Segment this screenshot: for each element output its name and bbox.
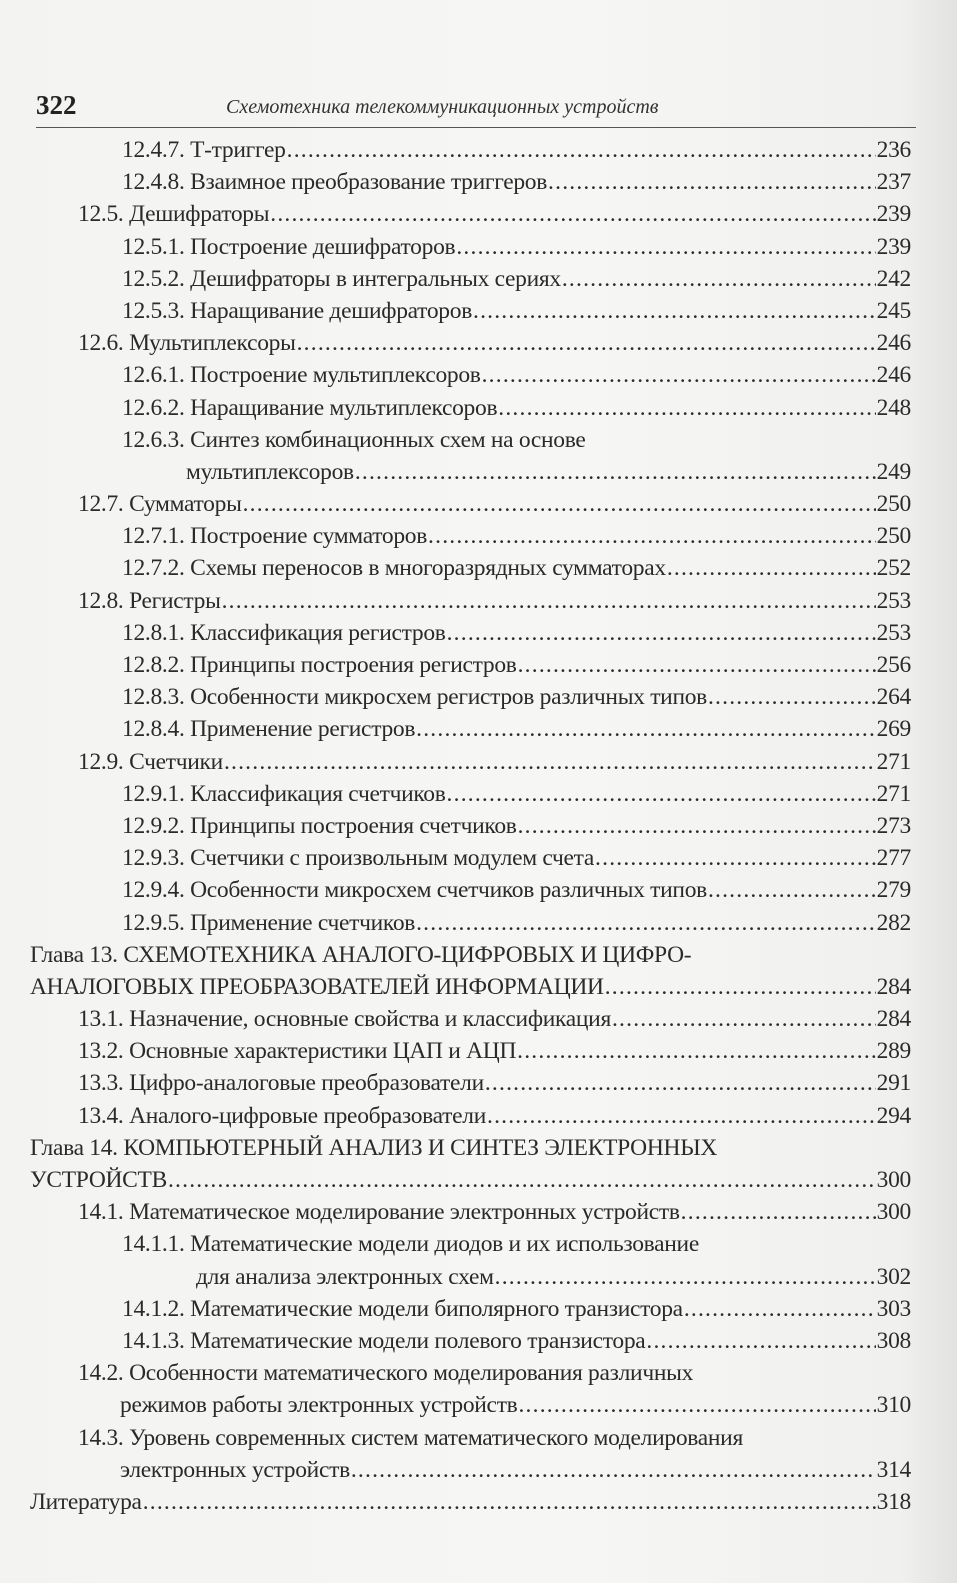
leader-dots xyxy=(498,392,875,424)
leader-dots xyxy=(518,810,876,842)
toc-entry-title-line2: электронных устройств xyxy=(120,1456,350,1483)
toc-entry[interactable] xyxy=(0,907,957,939)
leader-dots xyxy=(708,874,876,906)
toc-entry-title: 12.4.8. Взаимное преобразование триггеров xyxy=(122,169,548,196)
toc-entry-title: 12.7. Сумматоры xyxy=(78,491,242,518)
toc-entry-page: 256 xyxy=(876,652,911,678)
leader-dots xyxy=(224,746,876,778)
toc-entry-title: 12.6.2. Наращивание мультиплексоров xyxy=(122,394,498,421)
toc-entry-page: 249 xyxy=(876,458,911,485)
toc-entry[interactable] xyxy=(0,1228,957,1260)
toc-entry-title: 13.2. Основные характеристики ЦАП и АЦП xyxy=(78,1038,517,1065)
toc-section[interactable] xyxy=(0,198,957,230)
toc-section[interactable] xyxy=(0,1003,957,1035)
leader-dots xyxy=(548,166,876,198)
toc-entry-title: 12.6.1. Построение мультиплексоров xyxy=(122,362,481,389)
running-title: Схемотехника телекоммуникационных устройств xyxy=(226,96,659,118)
leader-dots xyxy=(487,1100,876,1132)
toc-entry-page: 300 xyxy=(876,1199,911,1226)
leader-dots xyxy=(222,585,876,617)
toc-section-continuation[interactable] xyxy=(0,1389,957,1421)
toc-entry-page: 264 xyxy=(876,684,911,711)
leader-dots xyxy=(243,488,876,520)
toc-entry[interactable] xyxy=(0,392,957,424)
toc-section[interactable] xyxy=(0,585,957,617)
toc-section[interactable] xyxy=(0,327,957,359)
toc-entry-page: 277 xyxy=(876,845,911,872)
leader-dots xyxy=(562,263,876,295)
toc-entry-page: 248 xyxy=(876,394,911,421)
toc-entry-title: 12.5.1. Построение дешифраторов xyxy=(122,233,456,260)
leader-dots xyxy=(351,1454,876,1486)
leader-dots xyxy=(684,1293,876,1325)
toc-entry-title-line1: 12.6.3. Синтез комбинационных схем на основе xyxy=(122,426,586,453)
toc-entry-page: 237 xyxy=(876,169,911,196)
toc-entry-title: 12.9.1. Классификация счетчиков xyxy=(122,780,446,807)
leader-dots xyxy=(355,456,876,488)
toc-chapter-title-line2: АНАЛОГОВЫХ ПРЕОБРАЗОВАТЕЛЕЙ ИНФОРМАЦИИ xyxy=(30,973,604,1000)
toc-entry-page: 239 xyxy=(876,201,911,228)
toc-entry[interactable] xyxy=(0,295,957,327)
leader-dots xyxy=(681,1196,876,1228)
leader-dots xyxy=(270,198,875,230)
toc-entry-title-line1: 14.3. Уровень современных систем математического моделирования xyxy=(78,1424,743,1451)
toc-entry-page: 253 xyxy=(876,619,911,646)
toc-entry-page: 284 xyxy=(876,1006,911,1033)
toc-entry-page: 246 xyxy=(876,362,911,389)
toc-entry-page: 271 xyxy=(876,748,911,775)
leader-dots xyxy=(612,1003,876,1035)
toc-entry-title: 12.8.4. Применение регистров xyxy=(122,716,416,743)
toc-entry-title: 12.8. Регистры xyxy=(78,587,221,614)
toc-entry-page: 284 xyxy=(876,973,911,1000)
toc-chapter-continuation[interactable] xyxy=(0,971,957,1003)
toc-entry-page: 245 xyxy=(876,297,911,324)
leader-dots xyxy=(143,1486,876,1518)
toc-section[interactable] xyxy=(0,1422,957,1454)
toc-chapter-continuation[interactable] xyxy=(0,1164,957,1196)
toc-section[interactable] xyxy=(0,1357,957,1389)
leader-dots xyxy=(495,1261,876,1293)
toc-entry-title: 12.6. Мультиплексоры xyxy=(78,330,296,357)
leader-dots xyxy=(287,134,876,166)
toc-entry-title: Литература xyxy=(30,1488,142,1515)
toc-entry-title: 14.1.3. Математические модели полевого транзистора xyxy=(122,1327,646,1354)
toc-entry-page: 239 xyxy=(876,233,911,260)
toc-entry-page: 302 xyxy=(876,1263,911,1290)
toc-entry-page: 279 xyxy=(876,877,911,904)
leader-dots xyxy=(485,1067,876,1099)
toc-entry-page: 291 xyxy=(876,1070,911,1097)
toc-entry[interactable] xyxy=(0,649,957,681)
toc-entry[interactable] xyxy=(0,713,957,745)
toc-entry-title: 12.9.2. Принципы построения счетчиков xyxy=(122,812,517,839)
toc-entry[interactable] xyxy=(0,231,957,263)
toc-entry-title: 12.8.2. Принципы построения регистров xyxy=(122,652,517,678)
leader-dots xyxy=(447,778,876,810)
toc-entry-title: 12.5.2. Дешифраторы в интегральных сериях xyxy=(122,265,561,292)
toc-entry-page: 269 xyxy=(876,716,911,743)
toc-chapter[interactable] xyxy=(0,1486,957,1518)
toc-section[interactable] xyxy=(0,1067,957,1099)
toc-section[interactable] xyxy=(0,746,957,778)
toc-entry[interactable] xyxy=(0,778,957,810)
leader-dots xyxy=(447,617,876,649)
toc-entry-page: 303 xyxy=(876,1295,911,1322)
leader-dots xyxy=(518,649,876,681)
toc-chapter[interactable] xyxy=(0,1132,957,1164)
toc-entry-title: 12.9.3. Счетчики с произвольным модулем счета xyxy=(122,845,595,872)
toc-entry-title: 13.3. Цифро-аналоговые преобразователи xyxy=(78,1070,484,1097)
toc-entry-page: 294 xyxy=(876,1102,911,1129)
toc-entry-page: 318 xyxy=(876,1488,911,1515)
toc-entry-page: 250 xyxy=(876,491,911,518)
header-divider xyxy=(36,127,916,128)
toc-entry-title: 12.5.3. Наращивание дешифраторов xyxy=(122,297,472,324)
toc-entry-title: 12.7.1. Построение сумматоров xyxy=(122,523,428,550)
toc-entry-title: 12.4.7. Т-триггер xyxy=(122,137,286,163)
toc-chapter-title-line1: Глава 14. КОМПЬЮТЕРНЫЙ АНАЛИЗ И СИНТЕЗ ЭЛЕКТРОННЫХ xyxy=(30,1134,718,1161)
leader-dots xyxy=(518,1389,875,1421)
leader-dots xyxy=(297,327,876,359)
toc-chapter-title-line2: УСТРОЙСТВ xyxy=(30,1167,167,1193)
toc-entry-title: 12.9.4. Особенности микросхем счетчиков различных типов xyxy=(122,877,707,904)
toc-entry-title: 12.9.5. Применение счетчиков xyxy=(122,909,416,936)
toc-entry-title-line2: режимов работы электронных устройств xyxy=(120,1392,518,1419)
table-of-contents xyxy=(0,134,957,1518)
toc-entry-title-line2: мультиплексоров xyxy=(186,458,354,485)
toc-section-continuation[interactable] xyxy=(0,1454,957,1486)
toc-chapter-title-line1: Глава 13. СХЕМОТЕХНИКА АНАЛОГО-ЦИФРОВЫХ И ЦИФРО- xyxy=(30,941,692,968)
toc-entry-page: 282 xyxy=(876,909,911,936)
toc-entry[interactable] xyxy=(0,552,957,584)
toc-entry-title-line1: 14.2. Особенности математического моделирования различных xyxy=(78,1360,694,1387)
toc-entry[interactable] xyxy=(0,424,957,456)
toc-entry-continuation[interactable] xyxy=(0,1261,957,1293)
leader-dots xyxy=(646,1325,875,1357)
toc-entry[interactable] xyxy=(0,1293,957,1325)
page-header xyxy=(36,86,916,126)
leader-dots xyxy=(605,971,876,1003)
leader-dots xyxy=(595,842,876,874)
toc-entry[interactable] xyxy=(0,134,957,166)
toc-entry-title: 12.9. Счетчики xyxy=(78,748,223,775)
toc-section[interactable] xyxy=(0,1035,957,1067)
toc-entry-page: 253 xyxy=(876,587,911,614)
toc-entry-page: 242 xyxy=(876,265,911,292)
toc-entry-page: 250 xyxy=(876,523,911,550)
leader-dots xyxy=(456,231,875,263)
toc-entry-page: 252 xyxy=(876,555,911,582)
toc-entry-title: 12.8.3. Особенности микросхем регистров различных типов xyxy=(122,684,707,711)
toc-entry[interactable] xyxy=(0,166,957,198)
leader-dots xyxy=(168,1164,876,1196)
toc-entry-continuation[interactable] xyxy=(0,456,957,488)
toc-entry[interactable] xyxy=(0,1325,957,1357)
toc-entry-page: 271 xyxy=(876,780,911,807)
toc-entry-title: 14.1.2. Математические модели биполярного транзистора xyxy=(122,1295,683,1322)
toc-entry-title: 12.7.2. Схемы переносов в многоразрядных сумматорах xyxy=(122,555,666,582)
toc-entry-page: 273 xyxy=(876,812,911,839)
toc-entry[interactable] xyxy=(0,681,957,713)
toc-entry-page: 246 xyxy=(876,330,911,357)
leader-dots xyxy=(473,295,876,327)
leader-dots xyxy=(708,681,876,713)
toc-entry[interactable] xyxy=(0,263,957,295)
toc-entry-page: 300 xyxy=(876,1167,911,1193)
toc-entry-title-line2: для анализа электронных схем xyxy=(196,1263,494,1290)
toc-entry[interactable] xyxy=(0,520,957,552)
page-number: 322 xyxy=(36,90,77,120)
toc-entry-page: 289 xyxy=(876,1038,911,1065)
toc-entry-title-line1: 14.1.1. Математические модели диодов и их использование xyxy=(122,1231,699,1258)
toc-section[interactable] xyxy=(0,1196,957,1228)
toc-section[interactable] xyxy=(0,488,957,520)
toc-entry[interactable] xyxy=(0,842,957,874)
toc-entry-page: 236 xyxy=(876,137,911,163)
toc-entry-page: 308 xyxy=(876,1327,911,1354)
toc-entry-title: 13.4. Аналого-цифровые преобразователи xyxy=(78,1102,486,1129)
leader-dots xyxy=(517,1035,875,1067)
toc-entry-title: 13.1. Назначение, основные свойства и классификация xyxy=(78,1006,611,1033)
toc-entry[interactable] xyxy=(0,359,957,391)
toc-entry-title: 14.1. Математическое моделирование электронных устройств xyxy=(78,1199,680,1226)
leader-dots xyxy=(482,359,876,391)
leader-dots xyxy=(416,713,875,745)
toc-entry-page: 314 xyxy=(876,1456,911,1483)
toc-chapter[interactable] xyxy=(0,939,957,971)
toc-entry[interactable] xyxy=(0,617,957,649)
leader-dots xyxy=(428,520,876,552)
toc-section[interactable] xyxy=(0,1100,957,1132)
toc-entry-page: 310 xyxy=(876,1392,911,1419)
toc-entry-title: 12.8.1. Классификация регистров xyxy=(122,619,446,646)
toc-entry[interactable] xyxy=(0,874,957,906)
leader-dots xyxy=(667,552,876,584)
toc-entry-title: 12.5. Дешифраторы xyxy=(78,201,270,228)
toc-entry[interactable] xyxy=(0,810,957,842)
leader-dots xyxy=(416,907,876,939)
